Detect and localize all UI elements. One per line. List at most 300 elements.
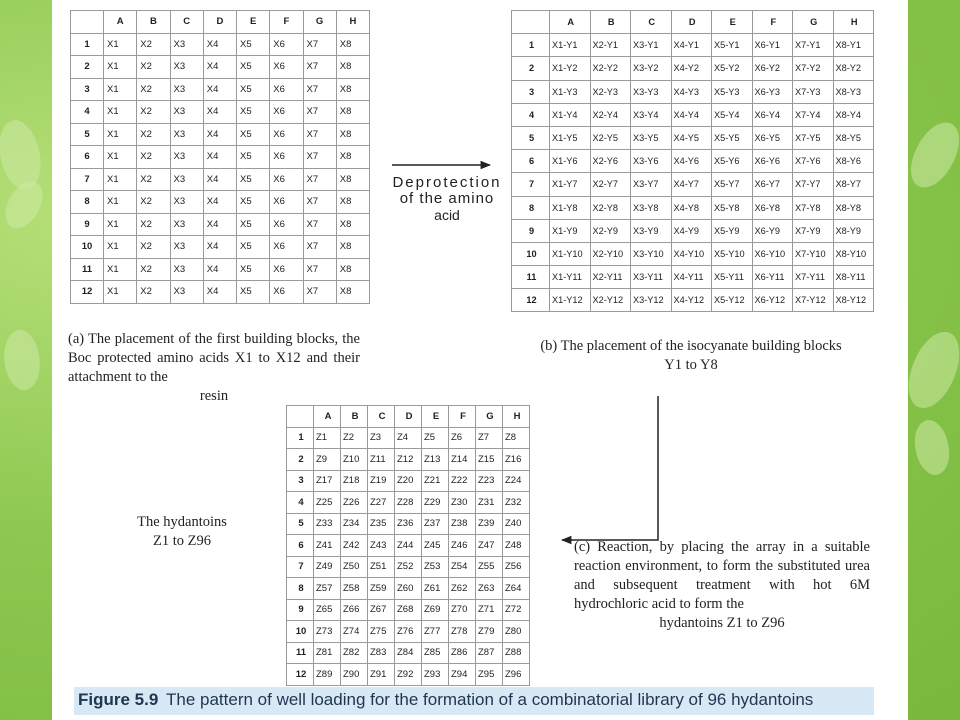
well-cell: X5 <box>237 258 270 281</box>
well-cell: X3 <box>170 56 203 79</box>
well-cell: Z86 <box>449 642 476 664</box>
well-cell: X6-Y2 <box>752 57 793 80</box>
row-header: 1 <box>71 33 104 56</box>
well-cell: Z74 <box>341 621 368 643</box>
well-cell: Z5 <box>422 427 449 449</box>
deprotection-line-1: Deprotection <box>392 174 502 191</box>
well-cell: Z65 <box>314 599 341 621</box>
well-cell: Z21 <box>422 470 449 492</box>
table-row <box>512 80 874 103</box>
well-cell: X1 <box>104 191 137 214</box>
well-cell: Z54 <box>449 556 476 578</box>
well-cell: X5-Y9 <box>712 219 753 242</box>
well-cell: Z51 <box>368 556 395 578</box>
table-row <box>512 57 874 80</box>
row-header: 6 <box>71 146 104 169</box>
well-cell: X2-Y10 <box>590 242 631 265</box>
well-cell: X2 <box>137 123 170 146</box>
well-cell: X3 <box>170 281 203 304</box>
well-cell: X1 <box>104 56 137 79</box>
well-cell: X7-Y3 <box>793 80 834 103</box>
well-cell: X4 <box>203 78 236 101</box>
table-row <box>512 266 874 289</box>
table-header-row <box>512 11 874 34</box>
table-row <box>512 196 874 219</box>
caption-b-line-1: (b) The placement of the isocyanate building blocks <box>540 338 842 354</box>
well-cell: X4 <box>203 146 236 169</box>
table-row <box>71 213 370 236</box>
well-cell: X7 <box>303 168 336 191</box>
well-cell: Z93 <box>422 664 449 686</box>
well-cell: Z43 <box>368 535 395 557</box>
well-cell: X4-Y5 <box>671 126 712 149</box>
well-cell: Z68 <box>395 599 422 621</box>
well-cell: X8-Y7 <box>833 173 874 196</box>
well-cell: X5-Y2 <box>712 57 753 80</box>
well-cell: X5-Y3 <box>712 80 753 103</box>
table-row <box>512 242 874 265</box>
well-cell: Z66 <box>341 599 368 621</box>
well-cell: X1 <box>104 101 137 124</box>
well-cell: Z41 <box>314 535 341 557</box>
figure-caption-text: The pattern of well loading for the formation of a combinatorial library of 96 hydantoins <box>166 690 814 709</box>
well-cell: X2-Y3 <box>590 80 631 103</box>
well-cell: X2 <box>137 281 170 304</box>
row-header: 6 <box>287 535 314 557</box>
table-row <box>287 599 530 621</box>
well-cell: Z49 <box>314 556 341 578</box>
well-cell: X6 <box>270 101 303 124</box>
table-row <box>512 289 874 312</box>
deprotection-line-2: of the amino <box>399 190 495 207</box>
row-header: 5 <box>71 123 104 146</box>
row-header: 10 <box>512 242 550 265</box>
well-cell: X8-Y11 <box>833 266 874 289</box>
well-cell: X6-Y3 <box>752 80 793 103</box>
caption-b-line-2: Y1 to Y8 <box>664 357 718 373</box>
well-cell: Z75 <box>368 621 395 643</box>
row-header: 7 <box>71 168 104 191</box>
well-cell: Z1 <box>314 427 341 449</box>
well-cell: Z92 <box>395 664 422 686</box>
table-row <box>287 470 530 492</box>
well-cell: X1 <box>104 236 137 259</box>
row-header: 3 <box>71 78 104 101</box>
well-cell: Z28 <box>395 492 422 514</box>
well-cell: X3-Y9 <box>631 219 672 242</box>
well-cell: X8-Y12 <box>833 289 874 312</box>
well-cell: X6-Y12 <box>752 289 793 312</box>
table-header-row <box>71 11 370 34</box>
row-header: 9 <box>71 213 104 236</box>
row-header: 10 <box>287 621 314 643</box>
well-cell: X5-Y12 <box>712 289 753 312</box>
column-header: A <box>314 406 341 428</box>
column-header: E <box>237 11 270 34</box>
well-cell: X5 <box>237 213 270 236</box>
well-cell: Z94 <box>449 664 476 686</box>
well-cell: Z34 <box>341 513 368 535</box>
well-cell: Z37 <box>422 513 449 535</box>
well-cell: Z61 <box>422 578 449 600</box>
well-cell: Z25 <box>314 492 341 514</box>
caption-a <box>68 330 360 406</box>
table-row <box>71 78 370 101</box>
well-cell: X3-Y3 <box>631 80 672 103</box>
hydantoins-line-1: The hydantoins <box>137 514 227 530</box>
well-cell: Z90 <box>341 664 368 686</box>
well-cell: X7-Y4 <box>793 103 834 126</box>
well-cell: Z82 <box>341 642 368 664</box>
well-cell: X5 <box>237 191 270 214</box>
table-row <box>287 621 530 643</box>
well-cell: X8-Y3 <box>833 80 874 103</box>
row-header: 5 <box>287 513 314 535</box>
corner-cell <box>287 406 314 428</box>
well-cell: X4-Y10 <box>671 242 712 265</box>
well-cell: X2-Y1 <box>590 34 631 57</box>
well-cell: X6 <box>270 33 303 56</box>
well-cell: X8-Y1 <box>833 34 874 57</box>
row-header: 9 <box>512 219 550 242</box>
caption-b <box>506 337 876 375</box>
table-row <box>287 642 530 664</box>
well-cell: X1 <box>104 146 137 169</box>
well-cell: X3-Y10 <box>631 242 672 265</box>
caption-a-body: (a) The placement of the first building blocks, the Boc protected amino acids X1 to X12 and their attachment to the <box>68 331 360 385</box>
row-header: 4 <box>71 101 104 124</box>
well-cell: X6 <box>270 146 303 169</box>
column-header: A <box>104 11 137 34</box>
well-cell: Z70 <box>449 599 476 621</box>
table-row <box>287 664 530 686</box>
figure-caption <box>74 687 874 715</box>
well-cell: Z29 <box>422 492 449 514</box>
well-cell: X2-Y9 <box>590 219 631 242</box>
well-cell: X2 <box>137 101 170 124</box>
caption-c-body: (c) Reaction, by placing the array in a suitable reaction environment, to form the substituted urea and subsequent treatment with hot 6M hydrochloric acid to form the <box>574 539 870 612</box>
table-row <box>512 150 874 173</box>
well-cell: X1 <box>104 258 137 281</box>
well-cell: X8 <box>336 101 369 124</box>
well-cell: X1-Y6 <box>550 150 591 173</box>
well-cell: Z36 <box>395 513 422 535</box>
well-cell: Z81 <box>314 642 341 664</box>
well-cell: X7 <box>303 281 336 304</box>
well-cell: X1 <box>104 213 137 236</box>
well-cell: Z71 <box>476 599 503 621</box>
well-cell: X2-Y6 <box>590 150 631 173</box>
table-row <box>71 101 370 124</box>
well-cell: X5 <box>237 281 270 304</box>
well-cell: X3 <box>170 191 203 214</box>
well-cell: X5-Y10 <box>712 242 753 265</box>
column-header: E <box>712 11 753 34</box>
well-cell: Z22 <box>449 470 476 492</box>
well-cell: X7-Y10 <box>793 242 834 265</box>
well-cell: X4-Y3 <box>671 80 712 103</box>
column-header: H <box>503 406 530 428</box>
row-header: 1 <box>512 34 550 57</box>
column-header: A <box>550 11 591 34</box>
well-cell: Z72 <box>503 599 530 621</box>
well-cell: Z9 <box>314 449 341 471</box>
well-cell: Z84 <box>395 642 422 664</box>
well-cell: X2-Y5 <box>590 126 631 149</box>
column-header: B <box>137 11 170 34</box>
well-cell: X8 <box>336 258 369 281</box>
deprotection-label <box>385 175 509 223</box>
row-header: 12 <box>287 664 314 686</box>
well-cell: Z46 <box>449 535 476 557</box>
well-cell: X4-Y6 <box>671 150 712 173</box>
well-cell: Z95 <box>476 664 503 686</box>
well-cell: Z69 <box>422 599 449 621</box>
well-cell: X4 <box>203 281 236 304</box>
well-cell: X7-Y2 <box>793 57 834 80</box>
column-header: B <box>590 11 631 34</box>
column-header: F <box>449 406 476 428</box>
well-cell: Z58 <box>341 578 368 600</box>
well-cell: X8 <box>336 191 369 214</box>
well-cell: X1-Y10 <box>550 242 591 265</box>
row-header: 12 <box>512 289 550 312</box>
well-cell: X7 <box>303 33 336 56</box>
row-header: 1 <box>287 427 314 449</box>
well-cell: Z67 <box>368 599 395 621</box>
well-cell: X4 <box>203 258 236 281</box>
table-row <box>71 191 370 214</box>
well-cell: X2 <box>137 33 170 56</box>
well-cell: Z80 <box>503 621 530 643</box>
table-row <box>71 281 370 304</box>
column-header: G <box>476 406 503 428</box>
well-cell: Z48 <box>503 535 530 557</box>
row-header: 11 <box>287 642 314 664</box>
well-cell: X4 <box>203 33 236 56</box>
row-header: 8 <box>287 578 314 600</box>
table-row <box>287 578 530 600</box>
table-row <box>71 56 370 79</box>
well-cell: X7-Y11 <box>793 266 834 289</box>
well-cell: X7 <box>303 258 336 281</box>
column-header: H <box>336 11 369 34</box>
row-header: 7 <box>512 173 550 196</box>
well-cell: X5 <box>237 146 270 169</box>
well-cell: X6 <box>270 78 303 101</box>
table-row <box>287 449 530 471</box>
well-cell: X6 <box>270 191 303 214</box>
well-cell: Z19 <box>368 470 395 492</box>
corner-cell <box>512 11 550 34</box>
row-header: 3 <box>512 80 550 103</box>
well-cell: Z4 <box>395 427 422 449</box>
well-cell: Z10 <box>341 449 368 471</box>
well-cell: Z35 <box>368 513 395 535</box>
well-cell: X8-Y4 <box>833 103 874 126</box>
column-header: E <box>422 406 449 428</box>
well-cell: X8 <box>336 281 369 304</box>
well-cell: X4-Y7 <box>671 173 712 196</box>
well-cell: Z26 <box>341 492 368 514</box>
well-cell: X5 <box>237 123 270 146</box>
well-cell: X4 <box>203 56 236 79</box>
well-cell: Z20 <box>395 470 422 492</box>
well-cell: X3 <box>170 258 203 281</box>
well-cell: Z31 <box>476 492 503 514</box>
well-cell: Z79 <box>476 621 503 643</box>
well-cell: X5 <box>237 56 270 79</box>
well-cell: X2-Y11 <box>590 266 631 289</box>
well-cell: Z78 <box>449 621 476 643</box>
table-row <box>512 34 874 57</box>
well-cell: Z52 <box>395 556 422 578</box>
well-cell: Z23 <box>476 470 503 492</box>
well-cell: X1-Y2 <box>550 57 591 80</box>
well-cell: X3 <box>170 123 203 146</box>
well-cell: X7 <box>303 78 336 101</box>
well-cell: X5 <box>237 168 270 191</box>
well-cell: X7-Y8 <box>793 196 834 219</box>
column-header: C <box>368 406 395 428</box>
well-table-b <box>511 10 874 312</box>
well-cell: X7 <box>303 236 336 259</box>
well-cell: Z96 <box>503 664 530 686</box>
table-row <box>287 556 530 578</box>
column-header: C <box>631 11 672 34</box>
well-cell: Z64 <box>503 578 530 600</box>
corner-cell <box>71 11 104 34</box>
table-row <box>287 535 530 557</box>
row-header: 2 <box>71 56 104 79</box>
column-header: H <box>833 11 874 34</box>
well-cell: X3-Y11 <box>631 266 672 289</box>
well-cell: X4-Y1 <box>671 34 712 57</box>
well-cell: Z18 <box>341 470 368 492</box>
well-cell: Z50 <box>341 556 368 578</box>
well-cell: X6 <box>270 258 303 281</box>
well-cell: X6 <box>270 168 303 191</box>
well-table-a <box>70 10 370 304</box>
well-cell: X8-Y6 <box>833 150 874 173</box>
well-cell: X8 <box>336 78 369 101</box>
well-cell: X3 <box>170 78 203 101</box>
well-cell: X3 <box>170 146 203 169</box>
well-cell: X6 <box>270 213 303 236</box>
well-cell: X1-Y5 <box>550 126 591 149</box>
well-cell: Z87 <box>476 642 503 664</box>
row-header: 8 <box>71 191 104 214</box>
well-cell: X6 <box>270 56 303 79</box>
well-cell: X6-Y9 <box>752 219 793 242</box>
well-cell: Z27 <box>368 492 395 514</box>
well-table-c <box>286 405 530 686</box>
well-cell: X8 <box>336 146 369 169</box>
table-row <box>512 126 874 149</box>
hydantoins-label <box>112 513 252 551</box>
caption-a-last: resin <box>199 388 229 404</box>
well-cell: X7-Y7 <box>793 173 834 196</box>
well-cell: X2-Y12 <box>590 289 631 312</box>
well-cell: X4-Y4 <box>671 103 712 126</box>
well-cell: X6-Y1 <box>752 34 793 57</box>
well-cell: X7-Y6 <box>793 150 834 173</box>
well-cell: Z85 <box>422 642 449 664</box>
table-row <box>71 123 370 146</box>
column-header: C <box>170 11 203 34</box>
well-cell: X8 <box>336 168 369 191</box>
well-cell: Z8 <box>503 427 530 449</box>
well-cell: X2 <box>137 191 170 214</box>
well-cell: X3-Y5 <box>631 126 672 149</box>
table-row <box>71 236 370 259</box>
table-row <box>71 168 370 191</box>
well-cell: X1 <box>104 168 137 191</box>
well-cell: X8 <box>336 236 369 259</box>
well-cell: X6-Y7 <box>752 173 793 196</box>
well-cell: Z33 <box>314 513 341 535</box>
column-header: F <box>752 11 793 34</box>
well-cell: X2-Y4 <box>590 103 631 126</box>
well-cell: X1-Y8 <box>550 196 591 219</box>
well-cell: X4-Y11 <box>671 266 712 289</box>
table-header-row <box>287 406 530 428</box>
table-row <box>287 492 530 514</box>
well-cell: X4-Y12 <box>671 289 712 312</box>
well-cell: X2-Y7 <box>590 173 631 196</box>
well-cell: X5 <box>237 236 270 259</box>
well-cell: X6-Y5 <box>752 126 793 149</box>
well-cell: Z83 <box>368 642 395 664</box>
well-cell: Z12 <box>395 449 422 471</box>
well-cell: Z32 <box>503 492 530 514</box>
well-cell: X1 <box>104 123 137 146</box>
well-cell: X3 <box>170 101 203 124</box>
well-cell: X1-Y7 <box>550 173 591 196</box>
well-cell: X5-Y11 <box>712 266 753 289</box>
well-cell: Z47 <box>476 535 503 557</box>
well-cell: X5-Y1 <box>712 34 753 57</box>
well-cell: Z2 <box>341 427 368 449</box>
well-cell: X5-Y7 <box>712 173 753 196</box>
deprotection-line-3: acid <box>434 207 460 223</box>
well-cell: Z30 <box>449 492 476 514</box>
well-cell: X7 <box>303 123 336 146</box>
well-cell: X6 <box>270 236 303 259</box>
table-row <box>512 103 874 126</box>
table-row <box>71 33 370 56</box>
well-cell: X6-Y8 <box>752 196 793 219</box>
well-cell: X4-Y2 <box>671 57 712 80</box>
well-cell: X5-Y8 <box>712 196 753 219</box>
well-cell: X4 <box>203 191 236 214</box>
well-cell: X8-Y9 <box>833 219 874 242</box>
row-header: 5 <box>512 126 550 149</box>
well-cell: X7-Y9 <box>793 219 834 242</box>
well-cell: Z73 <box>314 621 341 643</box>
row-header: 11 <box>71 258 104 281</box>
well-cell: X8 <box>336 56 369 79</box>
well-cell: Z88 <box>503 642 530 664</box>
caption-c <box>574 538 870 633</box>
well-cell: X1-Y4 <box>550 103 591 126</box>
row-header: 9 <box>287 599 314 621</box>
table-row <box>287 513 530 535</box>
row-header: 7 <box>287 556 314 578</box>
well-cell: X2-Y8 <box>590 196 631 219</box>
column-header: D <box>203 11 236 34</box>
well-cell: X1 <box>104 281 137 304</box>
